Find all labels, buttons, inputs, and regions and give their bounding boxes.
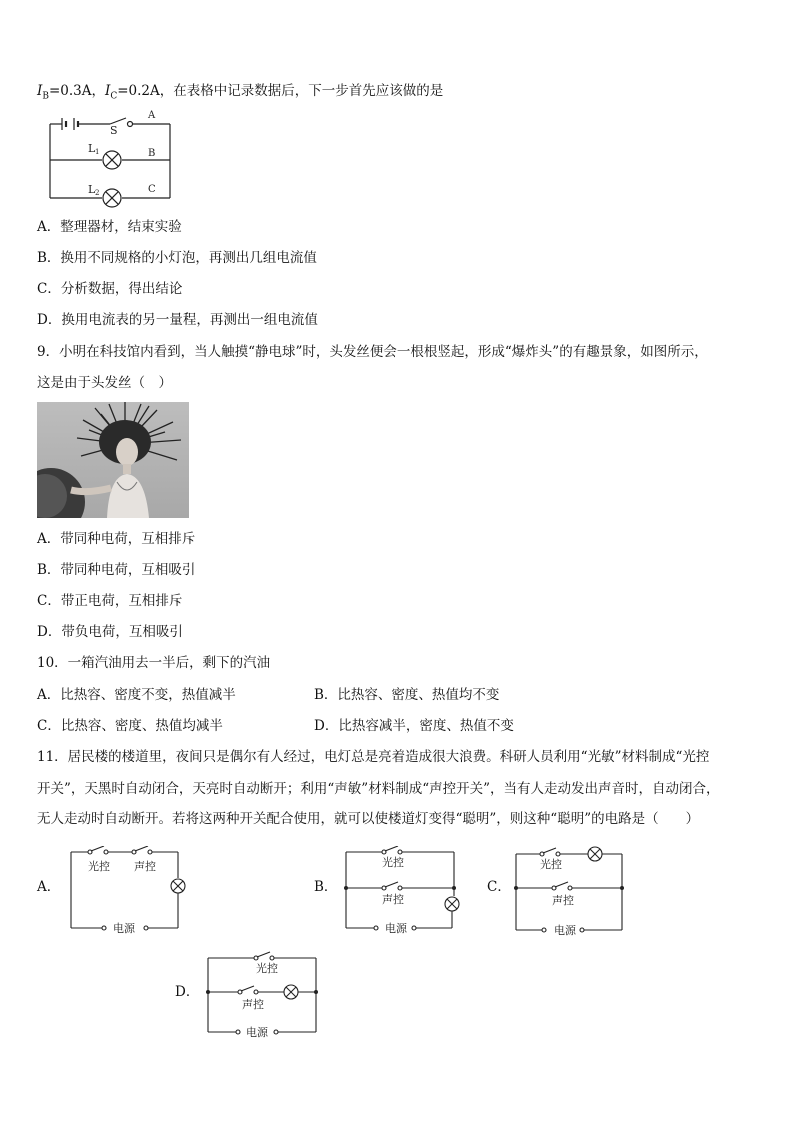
q10-stem: 10．一箱汽油用去一半后，剩下的汽油 bbox=[37, 655, 271, 671]
q11-circuit-d bbox=[204, 950, 322, 1040]
q8-circuit-diagram bbox=[44, 108, 180, 208]
light-switch-label: 光控 bbox=[88, 860, 110, 873]
static-hair-illustration bbox=[37, 402, 189, 518]
q11-circuit-a bbox=[66, 846, 192, 934]
q11-option-a-label: A． bbox=[37, 879, 61, 895]
q10-option-c: C．比热容、密度、热值均减半 bbox=[37, 718, 223, 734]
q8-stem bbox=[37, 82, 443, 106]
power-label: 电源 bbox=[113, 922, 135, 934]
lamp-label-l1: L bbox=[88, 142, 96, 155]
q11-circuit-b bbox=[342, 846, 460, 934]
power-label: 电源 bbox=[246, 1026, 268, 1039]
q11-stem-line1: 11．居民楼的楼道里，夜间只是偶尔有人经过，电灯总是亮着造成很大浪费。科研人员利用“光敏”材料制成“光控 bbox=[37, 749, 710, 765]
q11-option-d-label: D． bbox=[175, 984, 200, 1000]
q11-circuit-c bbox=[512, 846, 628, 936]
switch-label-s: S bbox=[110, 124, 118, 137]
q9-option-b: B．带同种电荷，互相吸引 bbox=[37, 562, 196, 578]
sound-switch-label: 声控 bbox=[382, 893, 404, 906]
lamp-label-l1-sub: 1 bbox=[95, 148, 100, 156]
static-hair-photo bbox=[37, 402, 189, 518]
q9-stem-line1: 9．小明在科技馆内看到，当人触摸“静电球”时，头发丝便会一根根竖起，形成“爆炸头”的有趣景象，如图所示， bbox=[37, 344, 708, 360]
light-switch-label: 光控 bbox=[382, 856, 404, 869]
q8-option-b: B．换用不同规格的小灯泡，再测出几组电流值 bbox=[37, 250, 317, 266]
q8-option-c: C．分析数据，得出结论 bbox=[37, 281, 183, 297]
q8-option-a: A．整理器材，结束实验 bbox=[37, 219, 182, 235]
current-symbol: I bbox=[37, 83, 43, 99]
light-switch-label: 光控 bbox=[256, 962, 278, 975]
light-switch-label: 光控 bbox=[540, 858, 562, 871]
q11-option-b-label: B． bbox=[314, 879, 338, 895]
q11-stem-line2: 开关”，天黑时自动闭合，天亮时自动断开；利用“声敏”材料制成“声控开关”，当有人走动发出声音时，自动闭合， bbox=[37, 781, 720, 797]
q8-option-d: D．换用电流表的另一量程，再测出一组电流值 bbox=[37, 312, 318, 328]
label-a: A bbox=[148, 110, 156, 121]
q8-stem-rest: =0.2A，在表格中记录数据后，下一步首先应该做的是 bbox=[117, 83, 444, 99]
q10-option-b: B．比热容、密度、热值均不变 bbox=[314, 687, 500, 703]
q9-option-d: D．带负电荷，互相吸引 bbox=[37, 624, 183, 640]
label-c: C bbox=[148, 184, 156, 195]
current-subscript-b: B bbox=[42, 91, 49, 102]
power-label: 电源 bbox=[554, 924, 576, 936]
q10-option-a: A．比热容、密度不变，热值减半 bbox=[37, 687, 236, 703]
power-label: 电源 bbox=[385, 922, 407, 934]
sound-switch-label: 声控 bbox=[134, 860, 156, 873]
current-subscript-c: C bbox=[110, 91, 118, 102]
lamp-label-l2: L bbox=[88, 183, 96, 196]
q9-stem-line2: 这是由于头发丝（ ） bbox=[37, 375, 172, 391]
lamp-label-l2-sub: 2 bbox=[95, 189, 100, 197]
sound-switch-label: 声控 bbox=[242, 998, 264, 1011]
q11-stem-line3: 无人走动时自动断开。若将这两种开关配合使用，就可以使楼道灯变得“聪明”，则这种“聪明”的电路是（ ） bbox=[37, 811, 700, 827]
current-symbol: I bbox=[105, 83, 111, 99]
q10-option-d: D．比热容减半，密度、热值不变 bbox=[314, 718, 514, 734]
sound-switch-label: 声控 bbox=[552, 894, 574, 907]
q9-option-c: C．带正电荷，互相排斥 bbox=[37, 593, 183, 609]
q9-option-a: A．带同种电荷，互相排斥 bbox=[37, 531, 196, 547]
q11-option-c-label: C． bbox=[487, 879, 511, 895]
q8-stem-mid: =0.3A， bbox=[48, 83, 105, 99]
label-b: B bbox=[148, 148, 156, 159]
